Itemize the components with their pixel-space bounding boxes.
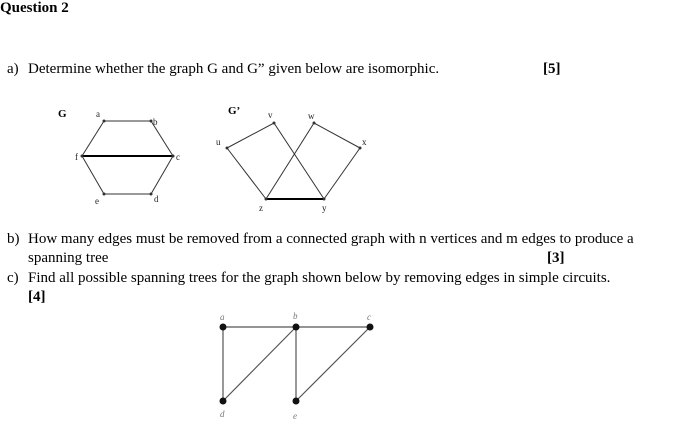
part-c-label: c): [7, 270, 19, 286]
label-d: d: [154, 194, 159, 204]
vertex-u: [226, 147, 229, 150]
graph-c: [205, 305, 390, 429]
graph-g-prime-name: G’: [228, 105, 241, 117]
vertex-c-a: [220, 324, 227, 331]
vertex-w: [313, 122, 316, 125]
edge-vy: [274, 123, 324, 199]
label-u: u: [216, 137, 221, 147]
label-w: w: [308, 111, 315, 121]
edge-fa: [82, 121, 104, 156]
graph-g-name: G: [58, 108, 67, 120]
edge-ef: [82, 156, 104, 194]
vertex-c-b: [293, 324, 300, 331]
label-f: f: [75, 152, 78, 162]
part-c-marks: [4]: [28, 289, 46, 305]
vertex-v: [273, 122, 276, 125]
part-a-label: a): [7, 61, 19, 77]
vertex-d: [150, 193, 153, 196]
vertex-c-d: [220, 398, 227, 405]
vertex-f: [81, 155, 84, 158]
vertex-c-e: [293, 398, 300, 405]
part-b-marks: [3]: [547, 250, 565, 266]
label-c-d: d: [220, 409, 225, 419]
part-c-text: Find all possible spanning trees for the graph shown below by removing edges in simple circuits.: [28, 270, 611, 286]
part-a-text: Determine whether the graph G and G” given below are isomorphic.: [28, 61, 440, 77]
vertex-y: [323, 198, 326, 201]
label-c: c: [176, 152, 180, 162]
part-b-text-line1: How many edges must be removed from a connected graph with n vertices and m edges to produce a: [28, 231, 634, 247]
edge-wz: [266, 123, 314, 199]
edge-xy: [324, 148, 360, 199]
edge-c-bd: [223, 327, 296, 401]
vertex-z: [265, 198, 268, 201]
question-title: Question 2: [0, 0, 69, 16]
label-b: b: [153, 117, 158, 127]
vertex-e: [103, 193, 106, 196]
label-z: z: [259, 203, 263, 213]
label-y: y: [322, 203, 327, 213]
edge-c-ce: [296, 327, 370, 401]
edge-cd: [151, 156, 173, 194]
edge-uv: [227, 123, 274, 148]
label-e: e: [95, 196, 99, 206]
part-b-text-line2: spanning tree: [28, 250, 109, 266]
vertex-c-c: [367, 324, 374, 331]
label-c-e: e: [293, 411, 297, 421]
label-c-b: b: [293, 311, 298, 321]
part-b-label: b): [7, 231, 20, 247]
edge-wx: [314, 123, 360, 148]
vertex-a: [103, 120, 106, 123]
label-c-a: a: [220, 312, 225, 322]
label-a: a: [96, 109, 100, 119]
label-x: x: [362, 137, 367, 147]
graph-g: [50, 100, 195, 215]
label-v: v: [268, 110, 273, 120]
vertex-c: [172, 155, 175, 158]
label-c-c: c: [367, 312, 371, 322]
edge-uz: [227, 148, 266, 199]
graph-g-prime: [210, 98, 380, 215]
part-a-marks: [5]: [543, 61, 561, 77]
